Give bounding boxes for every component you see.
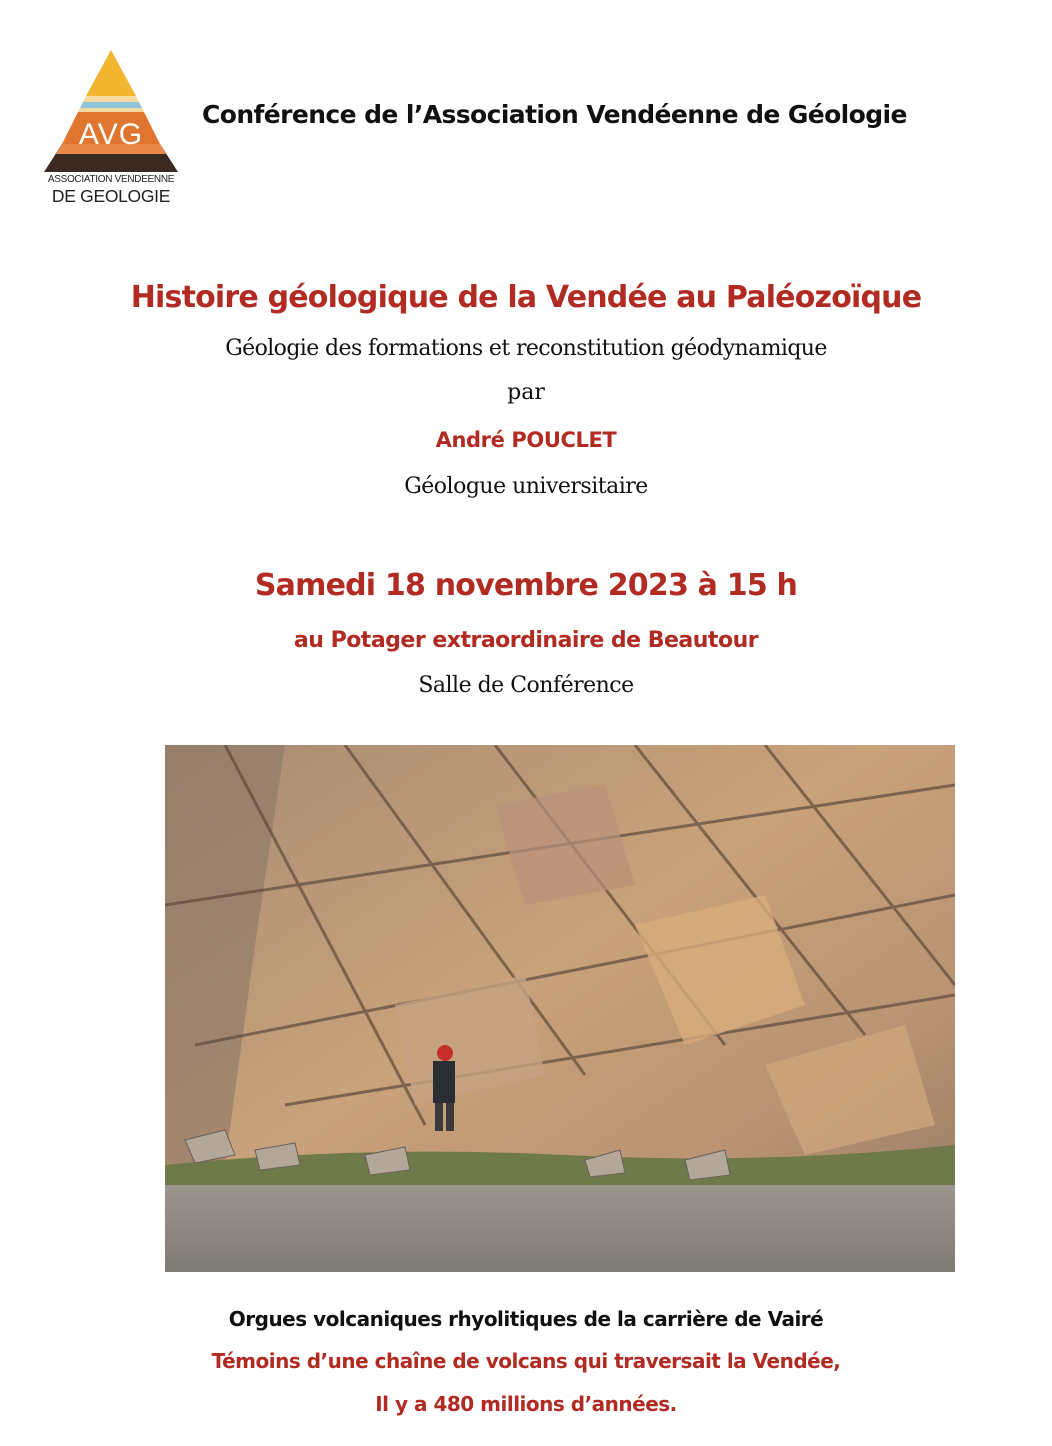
event-date: Samedi 18 novembre 2023 à 15 h — [254, 568, 798, 603]
avg-triangle-icon — [40, 48, 182, 174]
caption-line3: Il y a 480 millions d’années. — [375, 1392, 677, 1416]
logo-line2: DE GEOLOGIE — [51, 186, 171, 206]
event-room: Salle de Conférence — [418, 673, 634, 698]
logo-line1: ASSOCIATION VENDEENNE — [47, 174, 175, 185]
event-venue: au Potager extraordinaire de Beautour — [293, 628, 759, 653]
event-by: par — [507, 380, 545, 405]
caption-line1: Orgues volcaniques rhyolitiques de la carrière de Vairé — [228, 1307, 824, 1331]
avg-logo — [40, 48, 182, 214]
speaker-name: André POUCLET — [435, 428, 617, 452]
rock-outcrop-photo — [165, 745, 955, 1272]
event-subtitle: Géologie des formations et reconstitution géodynamique — [225, 336, 827, 361]
logo-mark: AVG — [78, 118, 144, 151]
speaker-role: Géologue universitaire — [404, 474, 648, 499]
header-title: Conférence de l’Association Vendéenne de Géologie — [202, 100, 907, 129]
caption-line2: Témoins d’une chaîne de volcans qui traversait la Vendée, — [211, 1349, 841, 1373]
event-title: Histoire géologique de la Vendée au Paléozoïque — [130, 280, 922, 315]
